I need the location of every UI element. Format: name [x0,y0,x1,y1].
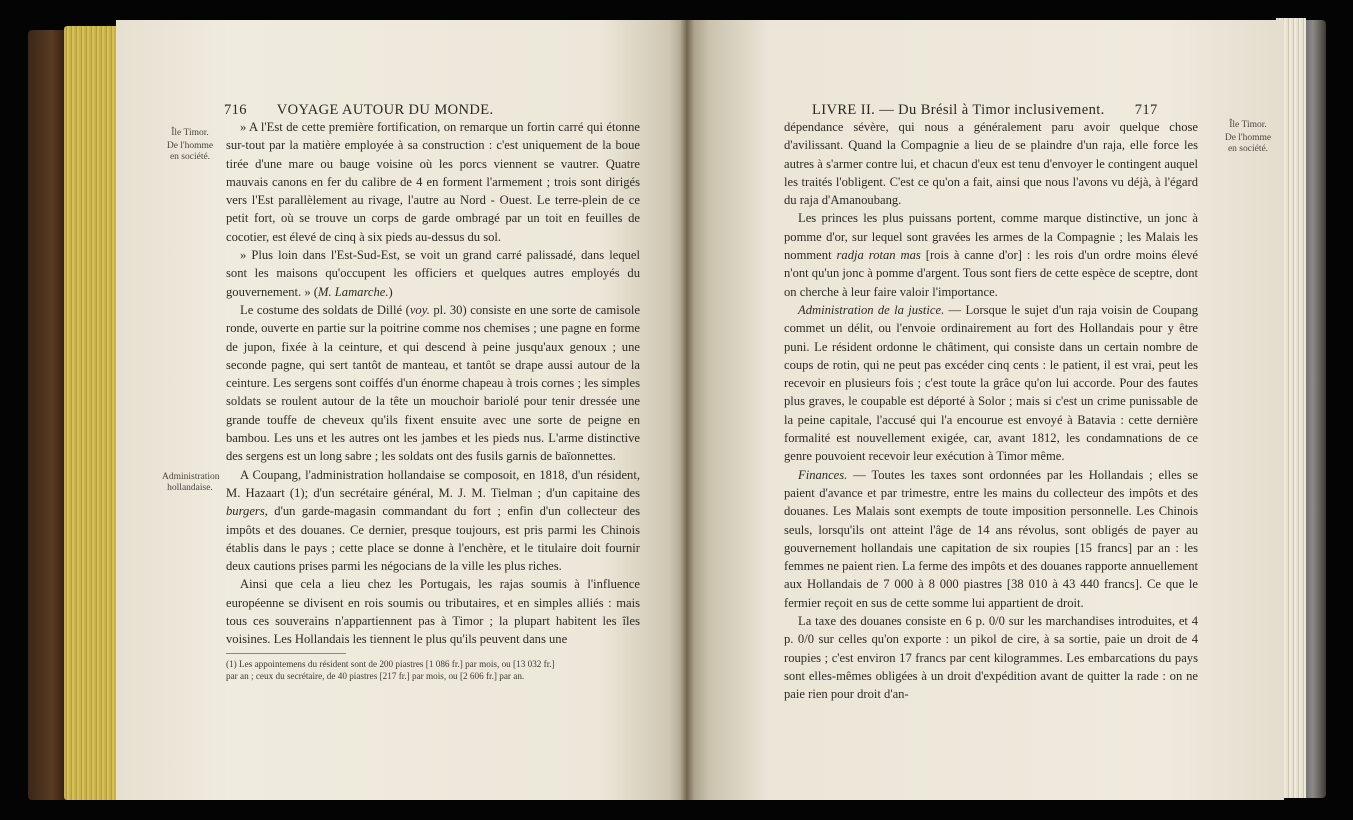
right-page-header [812,102,1158,119]
right-page-number: 717 [1134,102,1158,118]
margin-note-timor [154,128,226,163]
left-page [116,20,686,800]
gilt-page-edges [64,26,120,800]
text-run: , d'un garde-magasin commandant du fort ; enfin d'un collecteur des impôts et des douanes. Ce dernier, presque toujours, est pris parmi les Chinois établis dans le pays ; cette place se donne à l'enchère, et le titulaire doit fournir deux cautions prises parmi les négocians de la ville les plus riches. [226,504,640,574]
paragraph-coupang [226,466,640,576]
section-heading-justice: Administration de la justice. [798,302,945,317]
citation-author: M. Lamarche. [317,284,389,299]
left-running-title: VOYAGE AUTOUR DU MONDE. [276,102,494,118]
text-run: A Coupang, l'administration hollandaise se composoit, en 1818, d'un résident, M. Hazaart (1); d'un secrétaire général, M. J. M. Tielman ; d'un capitaine des [226,467,640,500]
footnote-line: par an ; ceux du secrétaire, de 40 piastres [217 fr.] par mois, ou [2 606 fr.] par an. [226,671,525,681]
book-gutter [680,20,694,800]
book-cover-right [1304,20,1326,798]
paragraph-finances [784,466,1198,612]
footnote-line: (1) Les appointemens du résident sont de 200 piastres [1 086 fr.] par mois, ou [13 032 fr.] [226,659,555,669]
paragraph-palissade [226,246,640,301]
text-run: Les princes les plus puissans portent, comme marque distinctive, un jonc à pomme d'or, sur lequel sont gravées les armes de la Compagnie ; les Malais les nomment [784,211,1198,263]
italic-term: radja rotan mas [836,248,921,263]
margin-note-text: De l'homme en société. [1224,133,1272,154]
paragraph-douanes: La taxe des douanes consiste en 6 p. 0/0 sur les marchandises introduites, et 4 p. 0/0 sur celles qu'on exporte : un pikol de cire, à sa sortie, paie un droit de 4 roupies ; c'est environ 17 francs par cent kilogrammes. Les embarcations du pays sont elles-mêmes obligées à un droit d'expédition avant de quitter la rade : on ne paie rien pour droit d'an- [784,614,1198,702]
section-heading-finances: Finances. [798,467,848,482]
footnote-rule [226,653,346,654]
margin-note-timor-right [1216,120,1280,155]
text-run: » Plus loin dans l'Est-Sud-Est, se voit un grand carré palissadé, dans lequel sont les maisons qu'occupent les officiers et quelques autres employés du gouvernement. » ( [226,248,640,299]
paragraph-dependance: dépendance sévère, qui nous a généralement paru avoir quelque chose d'avilissant. Quand la Compagnie a lieu de se plaindre d'un raja, elle force les autres à s'armer contre lui, et chacun d'eux est tenu d'envoyer le contingent auquel les traités l'obligent. C'est ce qu'on a fait, ainsi que nous l'avons vu déjà, à l'égard du raja d'Amanoubang. [784,120,1198,208]
text-run: [rois à canne d'or] : les rois d'un ordre moins élevé n'ont qu'un jonc à pomme d'argent. Tous sont fiers de cette espèce de sceptre, dont on cherche à leur faire valoir l'importance. [784,248,1199,299]
book-cover-left [28,30,68,800]
paragraph-fortin: » A l'Est de cette première fortification, on remarque un fortin carré qui étonne sur-tout par la matière employée à sa construction : c'est uniquement de la boue tirée d'une mare ou bauge voisine où les porcs viennent se vautrer. Quatre mauvais canons en fer du calibre de 4 en forment l'armement ; trois sont dirigés vers l'Est parallèlement au rivage, l'autre au Nord - Ouest. Le terre-plein de ce petit fort, où se trouve un corps de garde ombragé par un toit en feuilles de cocotier, est élevé de cinq à six pieds au-dessus du sol. [226,120,640,244]
footnote [226,658,640,682]
margin-note-text: Île Timor. [1229,120,1267,130]
margin-note-text: Administration hollandaise. [162,472,220,493]
margin-note-administration [154,472,226,494]
text-run: — Toutes les taxes sont ordonnées par les Hollandais ; elles se paient d'avance et par trimestre, entre les mains du collecteur des impôts et des douanes. Les Malais sont exempts de toute imposition personnelle. Les Chinois seuls, lorsqu'ils ont atteint l'âge de 14 ans révolus, sont obligés de payer au gouvernement hollandais une capitation de six roupies [15 francs] par an : les femmes ne paient rien. La ferme des impôts et des douanes rapporte annuellement aux Hollandais de 7 000 à 8 000 piastres [38 010 à 43 440 francs]. Ce que le fermier reçoit en sus de cette somme lui appartient de droit. [784,467,1198,610]
open-book [28,8,1326,808]
paragraph-rajas: Ainsi que cela a lieu chez les Portugais, les rajas soumis à l'influence européenne se divisent en rois soumis ou tributaires, et en simples alliés : mais tous ces souverains n'appartiennent pas à Timor ; la plupart habitent les îles voisines. Les Hollandais les tiennent le plus qu'ils peuvent dans une [226,577,640,647]
plate-reference: voy. [409,302,430,317]
paragraph-justice [784,301,1198,466]
paragraph-princes [784,209,1198,300]
right-page [686,20,1284,800]
right-text-column [784,118,1198,704]
text-run: ) [388,284,393,299]
left-text-column [226,118,640,649]
text-run: Le costume des soldats de Dillé ( [240,302,410,317]
left-page-header [224,102,494,119]
text-run: pl. 30) consiste en une sorte de camisole ronde, ouverte en partie sur la poitrine comme nos chemises ; une pagne en forme de jupon, fixée à la ceinture, et qui descend à peine jusqu'aux genoux ; une seconde pagne, qui sert tantôt de manteau, et tantôt se drape aussi autour de la ceinture. Les sergens sont coiffés d'un énorme chapeau à trois cornes ; les simples soldats se roulent autour de la tête un mouchoir bariolé pour tenir dressée une grande touffe de cheveux qu'ils fixent ensuite avec une sorte de peigne en bambou. Les uns et les autres ont les jambes et les pieds nus. L'arme distinctive des sergens est un long sabre ; les soldats ont des fusils garnis de baïonnettes. [226,302,640,464]
paragraph-costume [226,301,640,466]
italic-term: burgers [226,504,265,519]
margin-note-text: Île Timor. [171,128,209,138]
margin-note-text: De l'homme en société. [166,141,214,162]
left-page-number: 716 [224,102,247,118]
right-running-title: LIVRE II. — Du Brésil à Timor inclusivement. [812,102,1105,118]
text-run: — Lorsque le sujet d'un raja voisin de Coupang commet un délit, ou l'envoie ordinairement au fort des Hollandais pour y être puni. Le résident ordonne le châtiment, qui consiste dans un certain nombre de coups de rotin, qui ne peut pas excéder cinq cents : le patient, il est vrai, peut les recevoir en plusieurs fois ; c'est toute la grâce qu'on lui accorde. Pour des fautes plus graves, le coupable est déporté à Solor ; mais si c'est un crime punissable de la peine capitale, l'accusé qui l'a encourue est envoyé à Batavia : cette dernière formalité est nouvellement exigée, car, avant 1812, les condamnations de ce genre pouvoient recevoir leur exécution à Timor même. [784,302,1198,464]
